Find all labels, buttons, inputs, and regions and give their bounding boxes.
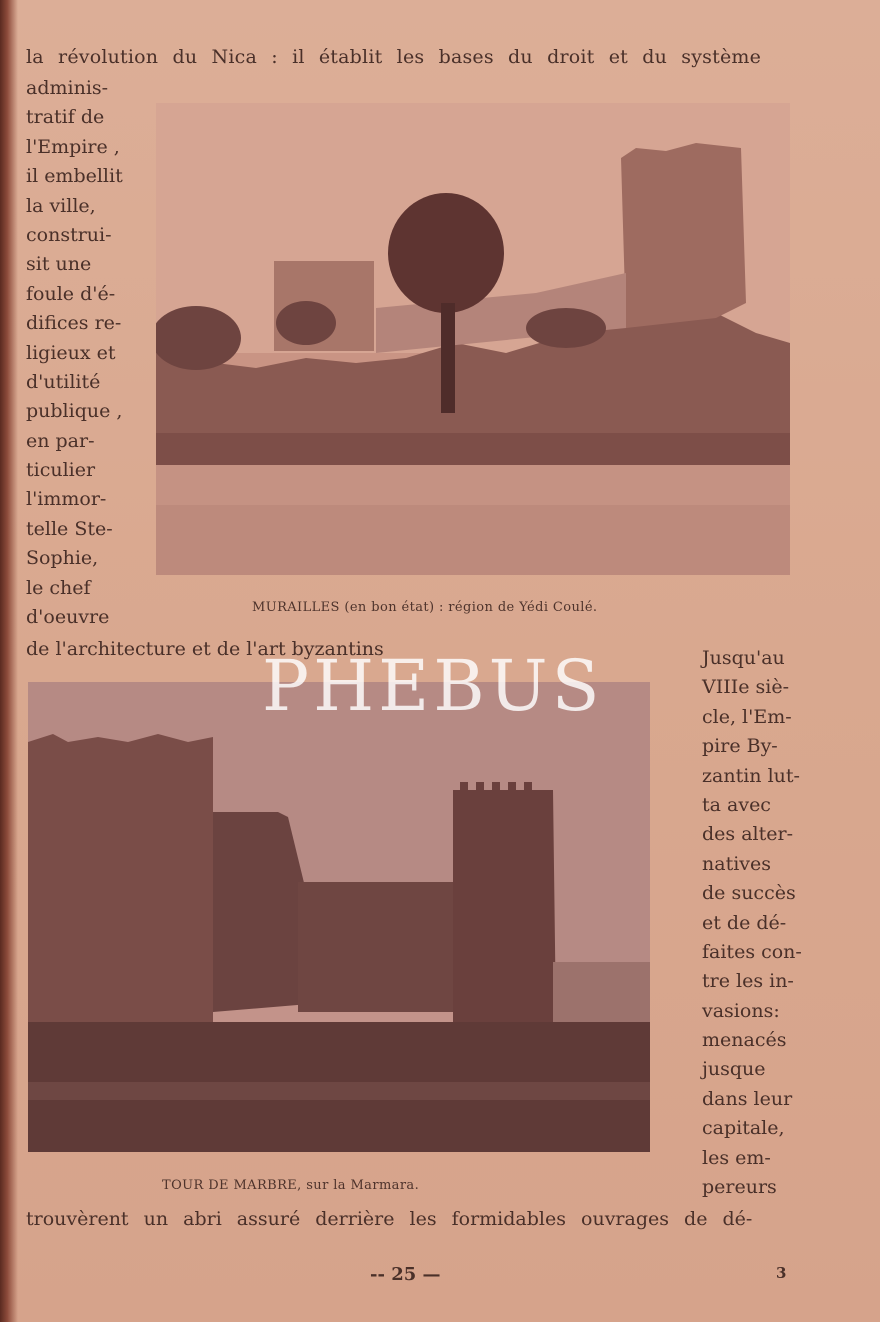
right-column-line: pire By-	[702, 735, 778, 758]
right-column-line: les em-	[702, 1146, 771, 1169]
right-column-line: ta avec	[702, 793, 771, 816]
book-spine-shadow	[0, 0, 18, 1322]
left-column-line: Sophie,	[26, 547, 99, 570]
right-column-line: et de dé-	[702, 911, 787, 934]
right-column-line: pereurs	[702, 1176, 777, 1199]
left-column-line: ligieux et	[26, 341, 116, 364]
photo-caption-tower: TOUR DE MARBRE, sur la Marmara.	[162, 1178, 420, 1193]
right-column-line: vasions:	[702, 999, 780, 1022]
left-column-line: foule d'é-	[26, 282, 116, 305]
watermark: PHEBUS	[262, 645, 604, 727]
body-text-middle-line: de l'architecture et de l'art byzantins	[26, 638, 384, 660]
right-column-line: jusque	[702, 1058, 766, 1081]
left-column-line: la ville,	[26, 194, 96, 217]
right-column-line: zantin lut-	[702, 764, 800, 787]
left-column-line: le chef	[26, 576, 91, 599]
right-column-line: faites con-	[702, 940, 802, 963]
left-column-line: construi-	[26, 223, 112, 246]
left-column-line: adminis-	[26, 77, 109, 99]
page-number: -- 25 —	[370, 1264, 441, 1285]
left-column-line: l'Empire ,	[26, 135, 120, 158]
body-text-bottom-line: trouvèrent un abri assuré derrière les formidables ouvrages de dé-	[26, 1208, 753, 1230]
right-column-line: dans leur	[702, 1087, 793, 1110]
right-column-line: capitale,	[702, 1117, 785, 1140]
left-column-line: publique ,	[26, 400, 123, 423]
body-text-top-line: la révolution du Nica : il établit les bases du droit et du système	[26, 46, 762, 68]
photo-caption-walls: MURAILLES (en bon état) : région de Yédi Coulé.	[252, 600, 598, 615]
right-column-line: menacés	[702, 1029, 787, 1052]
left-column-line: sit une	[26, 253, 92, 276]
left-column-line: difices re-	[26, 312, 122, 335]
left-text-column	[26, 74, 156, 632]
photo-city-walls-yedi-coule	[156, 103, 790, 575]
left-column-line: d'utilité	[26, 370, 101, 393]
left-column-line: telle Ste-	[26, 517, 113, 540]
left-column-line: en par-	[26, 429, 95, 452]
left-column-line: d'oeuvre	[26, 606, 110, 629]
right-column-line: tre les in-	[702, 970, 794, 993]
right-column-line: VIIIe siè-	[702, 676, 790, 699]
right-text-column	[702, 644, 812, 1202]
left-column-line: l'immor-	[26, 488, 107, 511]
left-column-line: ticulier	[26, 459, 96, 482]
signature-mark: 3	[776, 1264, 787, 1282]
left-column-line: tratif de	[26, 106, 105, 129]
right-column-line: cle, l'Em-	[702, 705, 792, 728]
right-column-line: des alter-	[702, 823, 793, 846]
left-column-line: il embellit	[26, 165, 123, 188]
right-column-line: Jusqu'au	[702, 647, 785, 669]
right-column-line: de succès	[702, 882, 796, 905]
photo-marble-tower	[28, 682, 650, 1152]
right-column-line: natives	[702, 852, 772, 875]
